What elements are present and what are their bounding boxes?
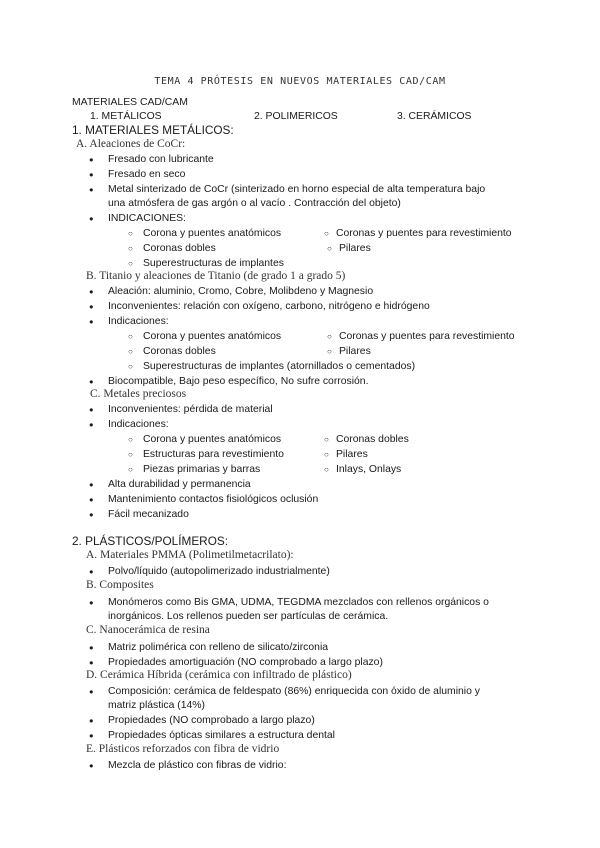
bullet-item: ● Composición: cerámica de feldespato (86%) enriquecida con óxido de aluminio y: [108, 685, 480, 698]
subsection-title-2c: C. Nanocerámica de resina: [86, 624, 210, 636]
header-list-item-2: 2. POLIMERICOS: [254, 111, 338, 122]
bullet-item: ● Fácil mecanizado: [108, 508, 189, 521]
bullet-continuation: una atmósfera de gas argón o al vacío . Contracción del objeto): [108, 198, 401, 209]
header-list-item-3: 3. CERÁMICOS: [397, 111, 472, 122]
bullet-continuation: matriz plástica (14%): [108, 700, 206, 711]
subsection-title-2e: E. Plásticos reforzados con fibra de vidrio: [86, 743, 280, 755]
bullet-item: ● Aleación: aluminio, Cromo, Cobre, Molibdeno y Magnesio: [108, 285, 373, 298]
subsection-title-1c: C. Metales preciosos: [90, 388, 187, 400]
page-title: TEMA 4 PRÓTESIS EN NUEVOS MATERIALES CAD/CAM: [154, 76, 446, 87]
subsection-title-2b: B. Composites: [86, 579, 154, 591]
bullet-item: ● Indicaciones:: [108, 418, 169, 431]
bullet-item: ● Inconvenientes: relación con oxígeno, carbono, nitrógeno e hidrógeno: [108, 300, 430, 313]
bullet-item: ● Mezcla de plástico con fibras de vidrio:: [108, 759, 286, 772]
bullet-continuation: inorgánicos. Los rellenos pueden ser partículas de cerámica.: [108, 611, 389, 622]
sub-bullet-item: ○ Pilares: [336, 448, 368, 461]
sub-bullet-item: ○ Superestructuras de implantes (atornillados o cementados): [143, 360, 415, 373]
section-heading-1: 1. MATERIALES METÁLICOS:: [72, 123, 234, 137]
sub-bullet-item: ○ Superestructuras de implantes: [143, 257, 284, 270]
sub-bullet-item: ○ Corona y puentes anatómicos: [143, 330, 281, 343]
bullet-item: ● INDICACIONES:: [108, 212, 186, 225]
bullet-item: ● Biocompatible, Bajo peso específico, No sufre corrosión.: [108, 375, 368, 388]
bullet-item: ● Mantenimiento contactos fisiológicos oclusión: [108, 493, 318, 506]
subsection-title-2d: D. Cerámica Híbrida (cerámica con infiltrado de plástico): [86, 669, 352, 681]
header-label: MATERIALES CAD/CAM: [72, 97, 188, 108]
bullet-item: ● Inconvenientes: pérdida de material: [108, 403, 273, 416]
bullet-item: ● Fresado con lubricante: [108, 153, 214, 166]
sub-bullet-item: ○ Inlays, Onlays: [336, 463, 401, 476]
sub-bullet-item: ○ Coronas y puentes para revestimiento: [336, 227, 512, 240]
bullet-item: ● Metal sinterizado de CoCr (sinterizado en horno especial de alta temperatura bajo: [108, 183, 485, 196]
bullet-item: ● Monómeros como Bis GMA, UDMA, TEGDMA mezclados con rellenos orgánicos o: [108, 596, 489, 609]
section-heading-2: 2. PLÁSTICOS/POLÍMEROS:: [72, 534, 229, 548]
sub-bullet-item: ○ Coronas dobles: [336, 433, 409, 446]
subsection-title-2a: A. Materiales PMMA (Polimetilmetacrilato):: [86, 549, 294, 561]
bullet-item: ● Fresado en seco: [108, 168, 185, 181]
bullet-item: ● Propiedades amortiguación (NO comprobado a largo plazo): [108, 656, 383, 669]
bullet-item: ● Polvo/líquido (autopolimerizado industrialmente): [108, 565, 330, 578]
sub-bullet-item: ○ Corona y puentes anatómicos: [143, 227, 281, 240]
sub-bullet-item: ○ Coronas dobles: [143, 345, 216, 358]
sub-bullet-item: ○ Coronas dobles: [143, 242, 216, 255]
subsection-title-1b: B. Titanio y aleaciones de Titanio (de grado 1 a grado 5): [86, 270, 346, 282]
subsection-title-1a: A. Aleaciones de CoCr:: [76, 138, 186, 150]
bullet-item: ● Propiedades ópticas similares a estructura dental: [108, 729, 335, 742]
header-list-item-1: 1. METÁLICOS: [90, 111, 162, 122]
bullet-item: ● Indicaciones:: [108, 315, 169, 328]
sub-bullet-item: ○ Piezas primarias y barras: [143, 463, 260, 476]
bullet-item: ● Propiedades (NO comprobado a largo plazo): [108, 714, 315, 727]
sub-bullet-item: ○ Pilares: [339, 345, 371, 358]
sub-bullet-item: ○ Coronas y puentes para revestimiento: [339, 330, 515, 343]
sub-bullet-item: ○ Pilares: [339, 242, 371, 255]
bullet-item: ● Matriz polimérica con relleno de silicato/zirconia: [108, 641, 328, 654]
sub-bullet-item: ○ Estructuras para revestimiento: [143, 448, 284, 461]
bullet-item: ● Alta durabilidad y permanencia: [108, 478, 251, 491]
sub-bullet-item: ○ Corona y puentes anatómicos: [143, 433, 281, 446]
